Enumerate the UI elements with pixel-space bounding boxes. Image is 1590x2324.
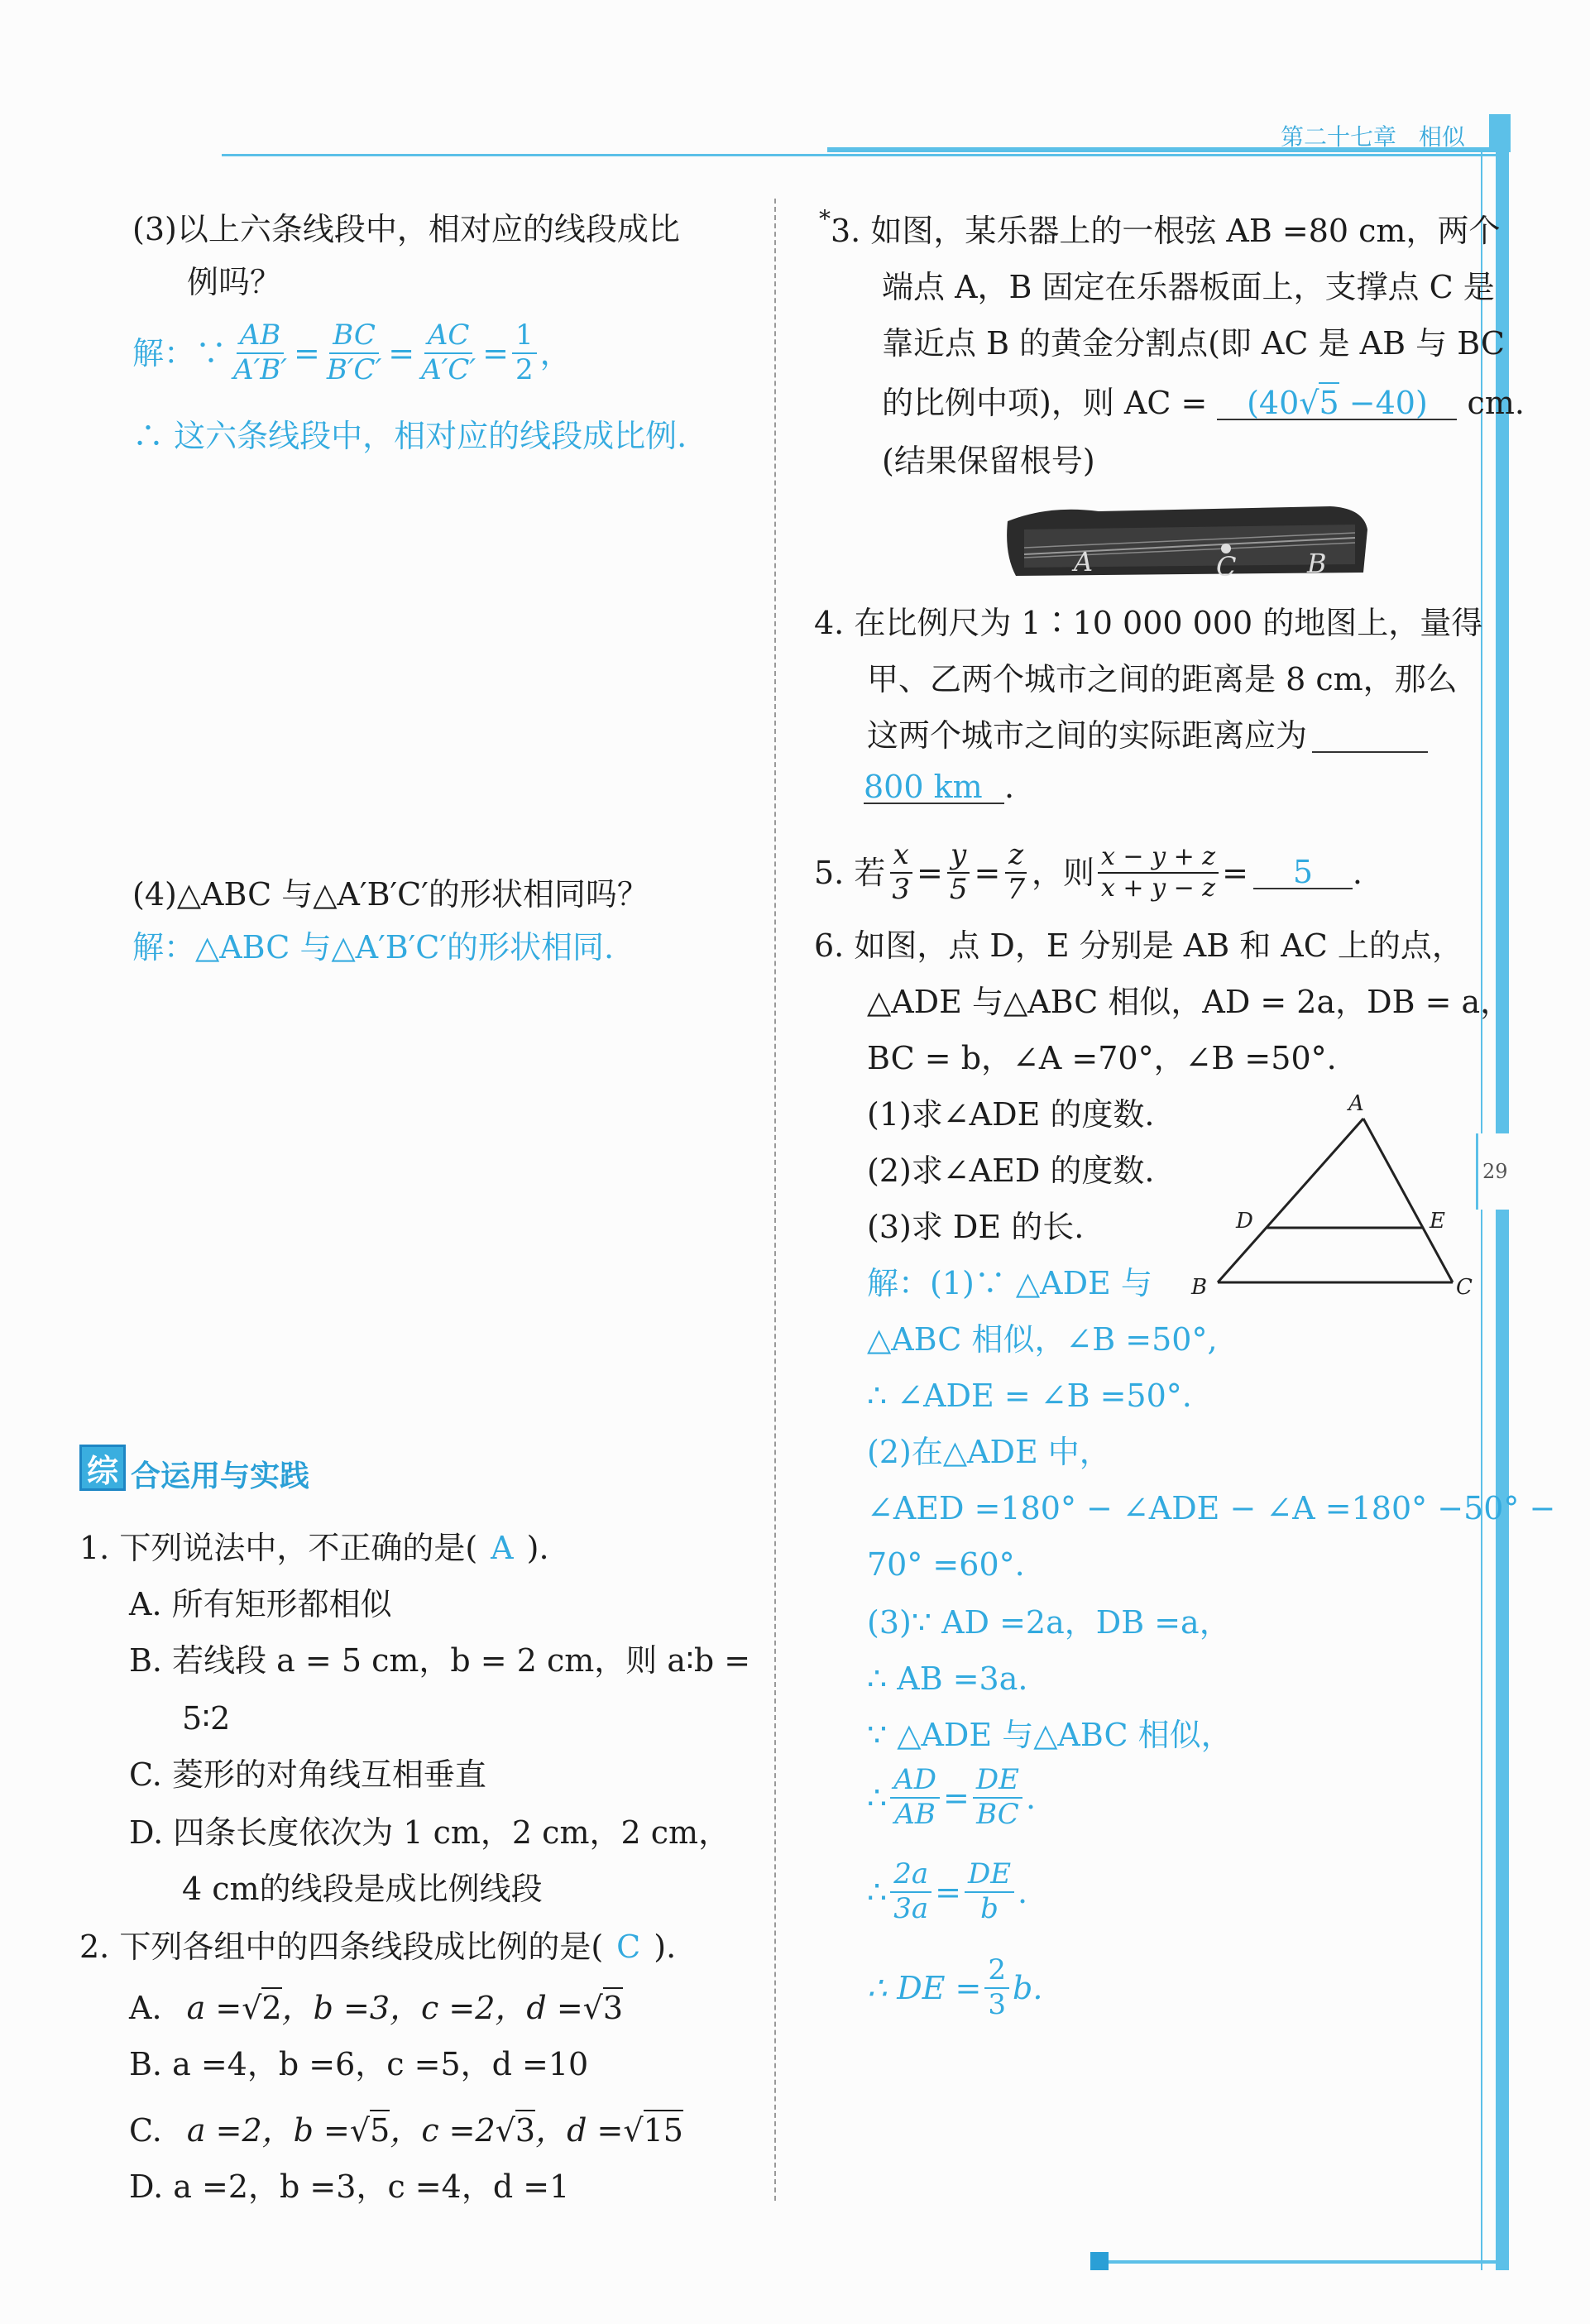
p2-option-b: B. a =4，b =6，c =5，d =10	[129, 2046, 589, 2082]
sol-line-4: (2)在△ADE 中，	[867, 1434, 1111, 1470]
q3-fraction-2	[323, 321, 385, 385]
sol-frac-line-2: ∴ $\frac{2a}{3a}$ = $\frac{DE}{b}$ .	[867, 1857, 1028, 1925]
r-q5-mid: ，则	[1031, 854, 1094, 891]
p2-a-d-rad: 3	[603, 1987, 623, 2026]
sol-f1a	[890, 1763, 940, 1831]
p2-a-a-rad: 2	[261, 1987, 281, 2026]
p2-option-a: A. a =√2，b =3，c =2，d =√3	[129, 1992, 623, 2024]
sol-f3-pre: ∴ DE =	[867, 1969, 982, 2006]
page-edge-line	[1481, 152, 1482, 2270]
r-q6-sub2: (2)求∠AED 的度数.	[867, 1152, 1155, 1189]
p1-option-d: D. 四条长度依次为 1 cm，2 cm，2 cm，	[129, 1814, 730, 1851]
frac-num: 1	[512, 321, 537, 354]
label-d: D	[1236, 1209, 1253, 1234]
r-q6-sub3: (3)求 DE 的长.	[867, 1209, 1085, 1245]
r-q5-end: .	[1352, 854, 1363, 891]
r-q3-ans-post: −40)	[1339, 385, 1428, 421]
r-q5-frac-1	[888, 838, 913, 906]
p2-c-d-rad: 15	[644, 2110, 683, 2149]
frac-den: A′C′	[421, 352, 477, 386]
header-tab	[1489, 114, 1511, 152]
p2-c-a: a =2，b =	[186, 2112, 350, 2149]
p1-option-b-cont: 5∶2	[182, 1700, 231, 1737]
frac-num: AD	[890, 1766, 940, 1799]
r-q4-end: .	[1004, 769, 1015, 805]
r-q3-line5: (结果保留根号)	[882, 443, 1095, 479]
frac-den: x + y − z	[1100, 873, 1216, 903]
p1-stem	[79, 1532, 549, 1564]
r-q5: 5. 若 $\frac{x}{3}$ = $\frac{y}{5}$ = $\frac{z}{7}$ ，则 $\frac{x - y + z}{x + y - z}$ = 5 .	[814, 838, 1363, 906]
label-b: B	[1191, 1275, 1208, 1300]
r-q3-ans-pre: (40	[1247, 385, 1300, 421]
q3-fraction-4	[512, 321, 537, 385]
frac-den: b	[980, 1891, 999, 1925]
p1-option-d-cont: 4 cm的线段是成比例线段	[182, 1871, 543, 1907]
p1-option-b: B. 若线段 a = 5 cm，b = 2 cm，则 a∶b =	[129, 1642, 751, 1679]
q3-prompt-line2: 例吗？	[187, 264, 282, 300]
r-q4-line3-text: 这两个城市之间的实际距离应为	[867, 717, 1308, 754]
frac-num: DE	[965, 1860, 1014, 1893]
r-q6-sub1: (1)求∠ADE 的度数.	[867, 1096, 1155, 1133]
frac-num: AC	[424, 321, 473, 354]
bottom-square	[1090, 2252, 1109, 2270]
r-q5-frac-3	[1003, 838, 1028, 906]
r-q3-ans-rad: 5	[1319, 382, 1339, 421]
p2-stem-text: 2. 下列各组中的四条线段成比例的是(	[79, 1929, 604, 1965]
p2-option-c: C. a =2，b =√5，c =2√3，d =√15	[129, 2115, 683, 2146]
sol-line-5: ∠AED =180° − ∠ADE − ∠A =180° −50° −	[867, 1490, 1556, 1526]
q3-solution-prefix: 解：∵	[132, 334, 227, 371]
q3-solution-end: ，	[539, 334, 572, 371]
frac-den: B′C′	[326, 352, 382, 386]
sol-line-1: 解：(1)∵ △ADE 与	[867, 1265, 1152, 1301]
sol-f1-pre: ∴	[867, 1779, 888, 1816]
r-q6-line1: 6. 如图，点 D，E 分别是 AB 和 AC 上的点，	[814, 927, 1463, 964]
sol-line-2: △ABC 相似，∠B =50°,	[867, 1321, 1218, 1358]
instrument-image	[999, 496, 1372, 587]
p2-close: ).	[654, 1929, 677, 1965]
frac-num: 2a	[890, 1860, 931, 1893]
frac-den: BC	[976, 1797, 1019, 1831]
frac-num: DE	[973, 1766, 1022, 1799]
sol-f3	[984, 1953, 1009, 2021]
edge-ac	[1363, 1119, 1453, 1282]
p2-a-rest: ，b =3，c =2，d =	[281, 1990, 583, 2026]
r-q4-answer-line	[864, 771, 1014, 804]
sol-f2b	[965, 1857, 1014, 1925]
r-q4-line3	[867, 717, 1428, 754]
p2-a-label: A.	[129, 1990, 162, 2026]
column-divider	[774, 199, 776, 2201]
r-q6-line2: △ADE 与△ABC 相似，AD = 2a，DB = a，	[867, 984, 1512, 1020]
r-q4-answer: 800 km	[864, 771, 1004, 804]
frac-num: z	[1005, 841, 1027, 874]
r-q3-line2: 端点 A，B 固定在乐器板面上，支撑点 C 是	[882, 269, 1495, 305]
r-q3-line4-post: cm.	[1467, 385, 1525, 421]
r-q4-line2: 甲、乙两个城市之间的距离是 8 cm，那么	[867, 661, 1458, 697]
p2-option-d: D. a =2，b =3，c =4，d =1	[129, 2168, 570, 2205]
r-q5-pre: 5. 若	[814, 854, 886, 891]
bottom-rule	[1100, 2260, 1497, 2264]
frac-den: 7	[1007, 872, 1025, 906]
q3-star: *	[819, 205, 831, 232]
frac-den: 3	[988, 1987, 1007, 2021]
p2-c-b-rad: 5	[370, 2110, 390, 2149]
frac-num: AB	[237, 321, 285, 354]
r-q5-frac-4	[1098, 844, 1219, 901]
q3-fraction-3	[418, 321, 479, 385]
p1-stem-text: 1. 下列说法中，不正确的是(	[79, 1530, 478, 1566]
p2-c-mid: ，c =2	[390, 2112, 496, 2149]
sol-f2-pre: ∴	[867, 1873, 888, 1910]
p1-option-c: C. 菱形的对角线互相垂直	[129, 1756, 486, 1793]
q4-prompt: (4)△ABC 与△A′B′C′的形状相同吗？	[132, 876, 649, 913]
r-q3-line3: 靠近点 B 的黄金分割点(即 AC 是 AB 与 BC	[882, 325, 1505, 362]
sol-f2a	[890, 1857, 931, 1925]
label-a: A	[1348, 1091, 1364, 1116]
r-q5-frac-2	[946, 838, 971, 906]
sol-frac-line-1: ∴ $\frac{AD}{AB}$ = $\frac{DE}{BC}$ .	[867, 1763, 1037, 1831]
frac-num: x − y + z	[1098, 844, 1219, 874]
chapter-topic: 相似	[1418, 123, 1465, 151]
frac-num: y	[947, 841, 970, 874]
sol-line-9: ∵ △ADE 与△ABC 相似，	[867, 1717, 1233, 1753]
page-edge-bar	[1496, 152, 1509, 2270]
frac-num: BC	[329, 321, 379, 354]
p2-c-c-rad: 3	[515, 2110, 535, 2149]
header-rule	[222, 154, 1508, 156]
page-number: 29	[1482, 1160, 1508, 1183]
r-q6-line3: BC = b，∠A =70°，∠B =50°.	[867, 1040, 1337, 1076]
chapter-header	[1281, 119, 1465, 152]
sol-line-6: 70° =60°.	[867, 1546, 1025, 1583]
section-badge	[79, 1445, 126, 1491]
frac-den: 3	[892, 872, 910, 906]
sol-f1b	[973, 1763, 1022, 1831]
q3-conclusion: ∴ 这六条线段中，相对应的线段成比例.	[132, 418, 687, 454]
sol-frac-line-3	[867, 1953, 1043, 2021]
r-q4-line1: 4. 在比例尺为 1∶10 000 000 的地图上，量得	[814, 605, 1483, 641]
sol-line-7: (3)∵ AD =2a，DB =a，	[867, 1604, 1231, 1641]
r-q3-line4-pre: 的比例中项)，则 AC =	[882, 385, 1208, 421]
sol-f3-post: b.	[1013, 1969, 1043, 2006]
sol-line-3: ∴ ∠ADE = ∠B =50°.	[867, 1378, 1192, 1414]
p2-stem	[79, 1929, 677, 1965]
q3-fraction-1	[230, 321, 290, 385]
r-q5-answer: 5	[1253, 856, 1353, 889]
p1-option-a: A. 所有矩形都相似	[129, 1586, 392, 1622]
section-badge-text: 综	[86, 1452, 118, 1489]
q3-prompt-line1: (3)以上六条线段中，相对应的线段成比	[132, 211, 680, 247]
p2-a-a: a =	[186, 1990, 242, 2026]
frac-den: 3a	[893, 1891, 929, 1925]
label-c: C	[1456, 1275, 1473, 1300]
p2-c-mid2: ，d =	[535, 2112, 624, 2149]
instrument-label-c: C	[1216, 551, 1237, 582]
sol-line-8: ∴ AB =3a.	[867, 1660, 1028, 1697]
frac-den: 2	[515, 352, 534, 386]
chapter-number: 第二十七章	[1281, 123, 1397, 151]
p2-c-label: C.	[129, 2112, 162, 2149]
r-q3-answer: (40√5 −40)	[1217, 387, 1457, 420]
q4-answer: 解：△ABC 与△A′B′C′的形状相同.	[132, 929, 615, 966]
frac-den: 5	[949, 872, 968, 906]
instrument-label-a: A	[1074, 546, 1094, 577]
p1-close: ).	[526, 1530, 549, 1566]
r-q3-line4	[882, 387, 1525, 420]
triangle-figure	[1183, 1084, 1481, 1307]
r-q3-line1: 3. 如图，某乐器上的一根弦 AB =80 cm，两个	[831, 213, 1501, 249]
section-title: 合运用与实践	[131, 1459, 310, 1493]
frac-den: A′B′	[233, 352, 287, 386]
p2-answer: C	[616, 1929, 641, 1965]
label-e: E	[1430, 1209, 1445, 1234]
frac-den: AB	[894, 1797, 936, 1831]
q3-solution: 解：∵ $\frac{AB}{A'B'}$ = $\frac{BC}{B'C'}$ = $\frac{AC}{A'C'}$ = $\frac{1}{2}$ ，	[132, 319, 572, 386]
edge-ab	[1218, 1119, 1363, 1282]
p1-answer: A	[491, 1530, 514, 1566]
frac-num: 2	[984, 1956, 1009, 1989]
instrument-label-b: B	[1307, 548, 1327, 579]
frac-num: x	[890, 841, 912, 874]
